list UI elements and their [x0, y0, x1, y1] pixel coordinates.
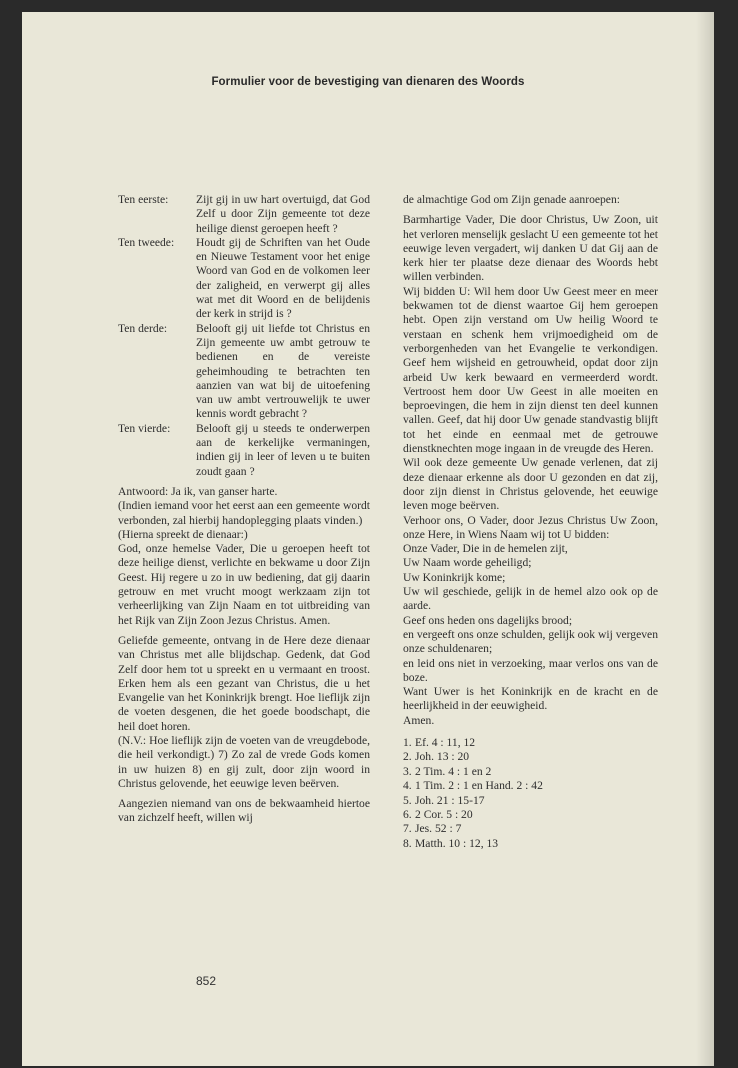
prayer-intro-paragraph: Aangezien niemand van ons de bekwaamheid hiertoe van zichzelf heeft, willen wij [118, 797, 370, 825]
question-label: Ten vierde: [118, 421, 171, 435]
reference-number: 6. [403, 808, 412, 822]
prayer-paragraph: Wil ook deze gemeente Uw genade verlenen, dat zij deze dienaar erkenne als door U gezonden en dat zij, door zijn dienst in Christus gelovende, het eeuwige leven moge beërven. [403, 456, 658, 513]
reference-text: Jes. 52 : 7 [415, 822, 462, 836]
lords-prayer-line: Onze Vader, Die in de hemelen zijt, [403, 542, 568, 556]
question-item [118, 322, 370, 422]
reference-number: 5. [403, 793, 412, 807]
reference-number: 3. [403, 764, 412, 778]
reference-number: 7. [403, 822, 412, 836]
reference-item [403, 837, 658, 851]
prayer-intro-continued: de almachtige God om Zijn genade aanroepen: [403, 193, 620, 206]
right-column [403, 193, 658, 851]
reference-item [403, 750, 658, 764]
reference-item [403, 779, 658, 793]
left-column [118, 193, 370, 826]
question-text: Belooft gij u steeds te onderwerpen aan de kerkelijke vermaningen, indien gij in leer of leven u te buiten zoudt gaan ? [196, 421, 370, 478]
amen-line: Amen. [403, 713, 435, 727]
lords-prayer-line: Uw Koninkrijk kome; [403, 570, 506, 584]
prayer-paragraph: Verhoor ons, O Vader, door Jezus Christus Uw Zoon, onze Here, in Wiens Naam wij tot U bidden: [403, 513, 658, 541]
question-item [118, 236, 370, 322]
exhortation-paragraph: Geliefde gemeente, ontvang in de Here deze dienaar van Christus met alle blijdschap. Gedenk, dat God Zelf door hem tot u spreekt en u vermaant en troost. Erken hem als een gezant van Christus, die u het Evangelie van het Koninkrijk brengt. Hoe lieflijk zijn de voeten desgenen, die het goede boodschapt, die heil doet horen. [118, 633, 370, 733]
reference-number: 8. [403, 836, 412, 850]
reference-item [403, 765, 658, 779]
lords-prayer-line: Uw wil geschiede, gelijk in de hemel alzo ook op de aarde. [403, 585, 658, 613]
page-edge-shadow [696, 12, 714, 1066]
reference-text: Ef. 4 : 11, 12 [415, 735, 476, 749]
reference-item [403, 808, 658, 822]
lords-prayer-line: en leid ons niet in verzoeking, maar verlos ons van de boze. [403, 656, 658, 684]
reference-list [403, 736, 658, 851]
nv-note-paragraph: (N.V.: Hoe lieflijk zijn de voeten van de vreugdebode, die heil verkondigt.) 7) Zo zal de vrede Gods komen in uw huizen 8) en gij zult, door zijn woord in Christus gelovende, het eeuwige leven beërven. [118, 733, 370, 790]
answer-paragraph: Antwoord: Ja ik, van ganser harte. [118, 484, 278, 498]
reference-text: Joh. 13 : 20 [415, 750, 470, 764]
page-number: 852 [196, 974, 217, 988]
reference-item [403, 794, 658, 808]
reference-text: 2 Cor. 5 : 20 [415, 808, 473, 822]
prayer-paragraph: Barmhartige Vader, Die door Christus, Uw Zoon, uit het verloren menselijk geslacht U een gemeente tot het eeuwige leven vergadert, wij danken U dat Gij aan de kerk hier ter plaatse deze dienaar des Woords hebt willen verbinden. [403, 213, 658, 284]
blessing-paragraph: God, onze hemelse Vader, Die u geroepen heeft tot deze heilige dienst, verlichte en bekwame u door Zijn Geest. Hij regere u zo in uw bediening, dat gij daarin getrouw en met vrucht moogt werkzaam zijn tot verheerlijking van Zijn Naam en tot uitbreiding van het Rijk van Zijn Zoon Jezus Christus. Amen. [118, 542, 370, 627]
question-label: Ten eerste: [118, 193, 169, 206]
book-page [22, 12, 714, 1066]
rubric-laying-on-of-hands: (Indien iemand voor het eerst aan een gemeente wordt verbonden, zal hierbij handoplegging plaats vinden.) [118, 499, 370, 527]
question-text: Zijt gij in uw hart overtuigd, dat God Zelf u door Zijn gemeente tot deze heilige dienst geroepen heeft ? [196, 193, 370, 235]
running-header: Formulier voor de bevestiging van dienaren des Woords [211, 76, 525, 88]
reference-text: Joh. 21 : 15-17 [415, 793, 485, 807]
prayer-paragraph: Wij bidden U: Wil hem door Uw Geest meer en meer bekwamen tot de dienst waartoe Gij hem geroepen hebt. Open zijn verstand om Uw heilig Woord te verstaan en schenk hem vrijmoedigheid om de verborgenheden van het Evangelie te verkondigen. Geef hem wijsheid en getrouwheid, opdat door zijn arbeid Uw kerk bewaard en vermeerderd wordt. Vertroost hem door Uw Geest in alle moeiten en beproevingen, die hem in zijn dienst ten deel kunnen vallen. Geef, dat hij door Uw genade standvastig blijft tot het einde en eenmaal met de getrouwe dienstknechten moge ingaan in de vreugde des Heren. [403, 284, 658, 456]
question-text: Belooft gij uit liefde tot Christus en Zijn gemeente uw ambt getrouw te bedienen en de vereiste geheimhouding te betrachten ten aanzien van wat bij de uitoefening van uw ambt vertrouwelijk te uwer kennis wordt gebracht ? [196, 321, 370, 421]
lords-prayer-line: Want Uwer is het Koninkrijk en de kracht en de heerlijkheid in der eeuwigheid. [403, 685, 658, 713]
question-item [118, 422, 370, 479]
reference-text: 2 Tim. 4 : 1 en 2 [415, 764, 492, 778]
question-item [118, 193, 370, 236]
rubric-minister-speaks: (Hierna spreekt de dienaar:) [118, 527, 248, 541]
reference-number: 1. [403, 735, 412, 749]
reference-item [403, 822, 658, 836]
reference-text: 1 Tim. 2 : 1 en Hand. 2 : 42 [415, 779, 543, 793]
question-list [118, 193, 370, 479]
lords-prayer-line: en vergeeft ons onze schulden, gelijk ook wij vergeven onze schuldenaren; [403, 627, 658, 656]
question-text: Houdt gij de Schriften van het Oude en Nieuwe Testament voor het enige Woord van God en de volkomen leer der zaligheid, en verwerpt gij alles wat met dit Woord en de belijdenis der kerk in strijd is ? [196, 235, 370, 321]
question-label: Ten derde: [118, 321, 168, 335]
lords-prayer-line: Geef ons heden ons dagelijks brood; [403, 613, 573, 627]
reference-number: 4. [403, 779, 412, 793]
reference-number: 2. [403, 750, 412, 764]
reference-text: Matth. 10 : 12, 13 [415, 836, 499, 850]
question-label: Ten tweede: [118, 235, 175, 249]
reference-item [403, 736, 658, 750]
lords-prayer-line: Uw Naam worde geheiligd; [403, 556, 532, 570]
